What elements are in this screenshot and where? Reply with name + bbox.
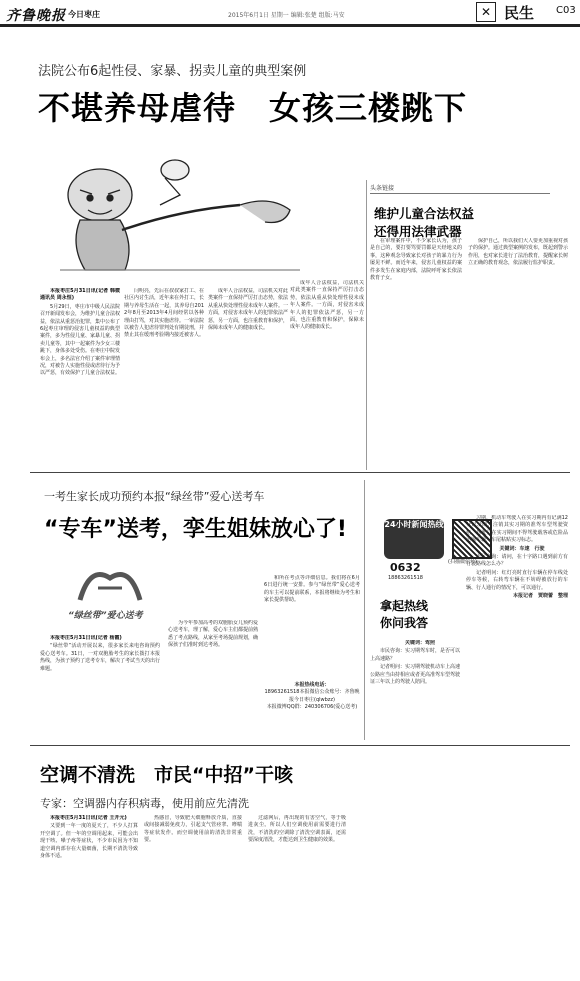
page-number: C03	[556, 5, 576, 16]
edition-name: 今日枣庄	[68, 10, 100, 19]
story2-col2-text: 为今年参加高考的双胞胎女儿预约爱心送考车，理了解，爱心车主们都提前熟悉了考点路线，从家至考场提前规划，确保孩子们准时到达考场。	[168, 620, 258, 649]
story3-col3-text: 过滤网后，再出现的有害空气，等于吸进灰尘。所以人们空调使用前需要进行清洗，不清洗的空调除了清洗空调表面，还需要深度清洗，才能达到卫生健康的效果。	[248, 815, 346, 844]
story3-subhead: 专家：空调器内存积病毒，使用前应先清洗	[40, 797, 249, 810]
header-rule	[0, 24, 580, 27]
qr-caption: (扫描微信号)	[448, 559, 477, 565]
sidebar-title-line2: 还得用法律武器	[374, 224, 462, 239]
section-divider-1	[30, 472, 570, 473]
ribbon-icon	[60, 560, 160, 604]
contacts-title: 本报热线电话：	[294, 682, 330, 688]
story1-column-1	[40, 288, 120, 466]
hotline-keyword-2: 关键词：车速 行驶	[499, 545, 545, 552]
story2-contacts	[264, 682, 360, 712]
story1-column-2	[124, 288, 204, 466]
hotline-title-line1: 拿起热线	[380, 599, 429, 613]
ribbon-text: “绿丝带”爱心送考	[68, 611, 143, 621]
hotline-phone: 18863261518	[388, 575, 423, 581]
issue-info: 2015年6月1日 星期一 编辑:张楚 组版:马安	[228, 12, 345, 19]
hotline-a2: 记者明问：红灯亮时直行车辆在停车线处停车等候，右转弯车辆在不妨碍被放行的车辆、行人通行的情况下，可以通行。	[466, 569, 568, 591]
hotline-q2: 市民咨询：请问，在十字路口遇到前方有行驶路线怎么办？	[466, 554, 568, 568]
story2-column-2	[168, 620, 258, 735]
sidebar-tag: 头条链接	[370, 183, 550, 194]
column-divider-1	[366, 180, 367, 470]
newspaper-logo: 齐鲁晚报	[6, 8, 66, 24]
hotline-title-line2: 你问我答	[380, 616, 429, 630]
sidebar-title-line1: 维护儿童合法权益	[374, 206, 475, 221]
story3-col2-text: 热感冒，导致肥大细胞释放介质，直接或间接减弱免疫力，引起支气管痉挛、哮喘等症状发作。而空调使用前的清洗非常重要。	[144, 815, 242, 844]
hotline-number: 0632	[390, 561, 421, 574]
hotline-a1: 记者明问：实习期驾驶机动车上高速公路应当由持相应或者更高准驾车型驾驶证三年以上的驾驶人陪同。	[370, 664, 460, 686]
story1-col3-text: 成年人合法权益，司法机关对此类案件一直保持严厉打击态势，依法从重从快处理性侵未成年人案件。一方面，对侵害未成年人的犯罪依法严惩，另一方面，也注重教育和保护，保障未成年人的健康成长。	[208, 288, 288, 332]
hotline-col2-text: 习期，机动车驾驶人在实习期内有记满12分记录的，注销其实习期的准驾车型驾驶资格。驾驶员在实习期间不得驾驶载客或危险品运输车辆，车尾粘贴实习标志。	[466, 515, 568, 544]
story1-column-4	[290, 280, 364, 466]
story2-column-1	[40, 635, 160, 735]
story2-col1-text: “绿丝带”活动开展以来，很多家长来电咨询预约爱心送考车。31日，一对双胞胎考生的家长拨打本报热线，为孩子预约了送考专车，解决了考试当天的出行难题。	[40, 643, 160, 672]
hotline-keyword-1: 关键词：驾照	[404, 640, 435, 646]
story3-column-3	[248, 815, 346, 975]
story1-kicker: 法院公布6起性侵、家暴、拐卖儿童的典型案例	[38, 64, 307, 79]
sidebar-column-1	[370, 238, 462, 466]
section-flag-icon: ✕	[476, 2, 496, 22]
section-name: 民生	[504, 4, 535, 22]
section-divider-2	[30, 745, 570, 746]
hotline-badge	[384, 519, 444, 559]
contacts-line-1: 18963261518本报微信公众账号：齐鲁晚报今日枣庄(qlwbzz)	[264, 689, 360, 703]
story2-column-3	[264, 575, 360, 675]
green-ribbon-logo	[60, 560, 160, 630]
sidebar-col2-text: 保护自己，所以我们大人要更加重视对孩子的保护。通过典型案例的发布，既起到警示作用，也对家长进行了法治教育，提醒家长树立正确的教育观念，依法履行监护职责。	[468, 238, 568, 267]
story3-byline: 本报枣庄5月31日讯(记者 王开元)	[50, 815, 127, 821]
hotline-title	[380, 598, 428, 632]
contacts-line-2: 本报微博QQ群：240306706(爱心送考)	[266, 704, 358, 711]
story3-headline: 空调不清洗 市民“中招”干咳	[40, 764, 293, 786]
story1-headline: 不堪养母虐待 女孩三楼跳下	[38, 89, 468, 127]
story3-column-1	[40, 815, 138, 975]
hotline-column-2	[466, 515, 568, 740]
story1-col3b-text: 成年人合法权益，司法机关对此类案件一直保持严厉打击态势，依法从重从快处理性侵未成年人案件。一方面，对侵害未成年人的犯罪依法严惩，另一方面，也注重教育和保护，保障未成年人的健康成长。	[290, 280, 364, 331]
story1-byline: 本报枣庄5月31日讯(记者 韩微 通讯员 周永恒)	[40, 288, 120, 302]
hotline-signature: 本报记者 贾晓蕾 整理	[512, 593, 568, 600]
story2-byline: 本报枣庄5月31日讯(记者 杨霞)	[50, 635, 122, 641]
story1-col1-text: 5月29日，枣庄市中级人民法院召开新闻发布会，为维护儿童合法权益，依法从重惩治犯罪，集中公布了6起枣庄审理的侵害儿童权益的典型案件，多为性侵儿童、家暴儿童、拐卖儿童等，其中一起案件为少女三楼跳下，身体多处受伤。在枣庄中院发布会上，多名法官介绍了案件审理情况，对被告人实施性侵或虐待行为予以严惩，有效保护了儿童合法权益。	[40, 303, 120, 377]
sidebar-column-2	[468, 238, 568, 466]
story3-col1-text: 又要到一年一度的夏天了，不少人打算开空调了。但一年的空调用起来，可能会出现干咳、嗓子疼等症状，不少市民因为不知道空调内部存在大量细菌，长期不清洗导致身体不适。	[40, 823, 138, 860]
story1-col2-text: 闫明亮，先后在叔叔家打工、在社区内讨生活，近年来在外打工，长期与养母生活在一起，其养母自2012年8月至2013年4月间经常以各种理由打骂，对其实施虐待。一审法院以被告人犯虐待罪判处有期徒刑，并禁止其在缓刑考验期内接近被害人。	[124, 288, 204, 339]
column-divider-2	[364, 480, 365, 740]
story2-col3-text: 和所在考点等详细信息。我们将在6月6日进行统一安排。参与“绿丝带”爱心送考的车主可以提前联系，本报将继续为考生和家长提供帮助。	[264, 575, 360, 604]
hotline-column-1	[370, 640, 460, 740]
sidebar-title	[374, 205, 474, 241]
hotline-badge-text: 24小时新闻热线	[384, 520, 444, 529]
sidebar-col1-text: 在审理案件中，不少家长认为，孩子是自己的，要打要骂要罚都是天经地义的事，这种观念导致家长对孩子的暴力行为屡见不鲜。而近年来，侵害儿童权益的案件多发生在家庭内部，法院呼吁家长依法教育子女。	[370, 238, 462, 282]
cartoon-illustration	[40, 150, 310, 280]
story3-column-2	[144, 815, 242, 975]
story2-kicker: 一考生家长成功预约本报“绿丝带”爱心送考车	[44, 490, 265, 503]
hotline-q1: 市民咨询：实习期驾车时，是否可以上高速路？	[370, 648, 460, 662]
story1-column-3	[208, 288, 288, 466]
story2-headline: “专车”送考，孪生姐妹放心了!	[44, 517, 347, 542]
